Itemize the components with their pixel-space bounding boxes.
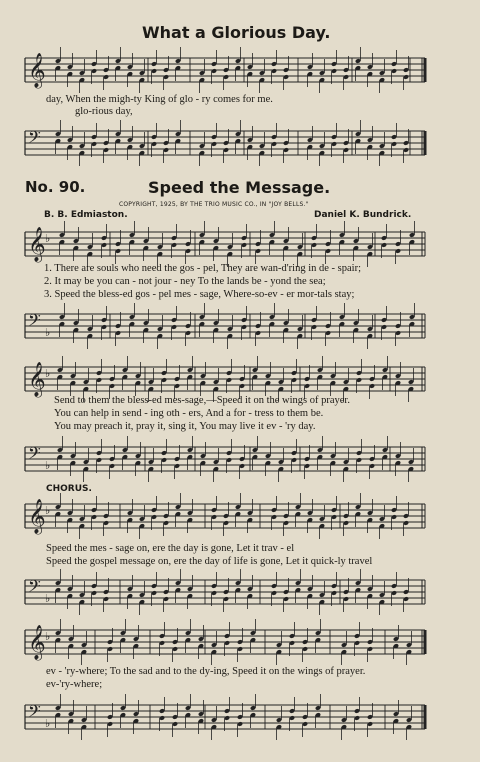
system2-verse2: You can help in send - ing oth - ers, And a for - tress to them be. xyxy=(54,408,324,419)
bass-clef-icon: 𝄢 xyxy=(28,701,41,725)
system3-line2: Speed the gospel message on, ere the day of life is gone, Let it quick-ly travel xyxy=(46,556,373,567)
top-treble-staff xyxy=(0,52,480,92)
hymn-number: No. 90. xyxy=(25,178,86,196)
system1-bass-staff xyxy=(0,308,480,348)
flat-icon: ♭ xyxy=(45,232,51,245)
composer-credit: Daniel K. Bundrick. xyxy=(314,210,412,220)
lyricist-credit: B. B. Edmiaston. xyxy=(44,210,128,220)
system4-bass-staff xyxy=(0,699,480,739)
treble-clef-icon: 𝄞 xyxy=(28,362,46,397)
system1-verse2: 2. It may be you can - not jour - ney To the lands be - yond the sea; xyxy=(44,276,326,287)
flat-icon: ♭ xyxy=(45,717,51,730)
flat-icon: ♭ xyxy=(45,326,51,339)
bass-clef-icon: 𝄢 xyxy=(28,310,41,334)
system4-line2: ev-'ry-where; xyxy=(46,679,103,690)
system3-line1: Speed the mes - sage on, ere the day is gone, Let it trav - el xyxy=(46,543,295,554)
top-lyric-line1: day, When the migh-ty King of glo - ry comes for me. xyxy=(46,94,273,105)
system2-verse1: Send to them the bless-ed mes-sage,—Speed it on the wings of prayer. xyxy=(54,395,350,406)
bass-clef-icon: 𝄢 xyxy=(28,443,41,467)
system1-verse1: 1. There are souls who need the gos - pel, They are wan-d'ring in de - spair; xyxy=(44,263,361,274)
treble-clef-icon: 𝄞 xyxy=(28,227,46,262)
treble-clef-icon: 𝄞 xyxy=(28,53,46,88)
flat-icon: ♭ xyxy=(45,367,51,380)
bass-clef-icon: 𝄢 xyxy=(28,127,41,151)
top-hymn-title: What a Glorious Day. xyxy=(142,23,331,42)
top-lyric-line2: glo-rious day, xyxy=(75,106,133,117)
system4-line1: ev - 'ry-where; To the sad and to the dy-ing, Speed it on the wings of prayer. xyxy=(46,666,366,677)
system4-treble-staff xyxy=(0,624,480,664)
hymn-title: Speed the Message. xyxy=(148,178,331,197)
flat-icon: ♭ xyxy=(45,459,51,472)
system2-verse3: You may preach it, pray it, sing it, You may live it ev - 'ry day. xyxy=(54,421,316,432)
system3-bass-staff xyxy=(0,574,480,614)
treble-clef-icon: 𝄞 xyxy=(28,499,46,534)
flat-icon: ♭ xyxy=(45,630,51,643)
copyright-notice: COPYRIGHT, 1925, BY THE TRIO MUSIC CO., IN "JOY BELLS." xyxy=(119,201,309,208)
treble-clef-icon: 𝄞 xyxy=(28,625,46,660)
system1-treble-staff xyxy=(0,226,480,266)
flat-icon: ♭ xyxy=(45,504,51,517)
flat-icon: ♭ xyxy=(45,592,51,605)
system2-bass-staff xyxy=(0,441,480,481)
chorus-label: CHORUS. xyxy=(46,484,92,494)
bass-clef-icon: 𝄢 xyxy=(28,576,41,600)
system3-treble-staff xyxy=(0,498,480,538)
top-bass-staff xyxy=(0,125,480,165)
system1-verse3: 3. Speed the bless-ed gos - pel mes - sage, Where-so-ev - er mor-tals stay; xyxy=(44,289,355,300)
